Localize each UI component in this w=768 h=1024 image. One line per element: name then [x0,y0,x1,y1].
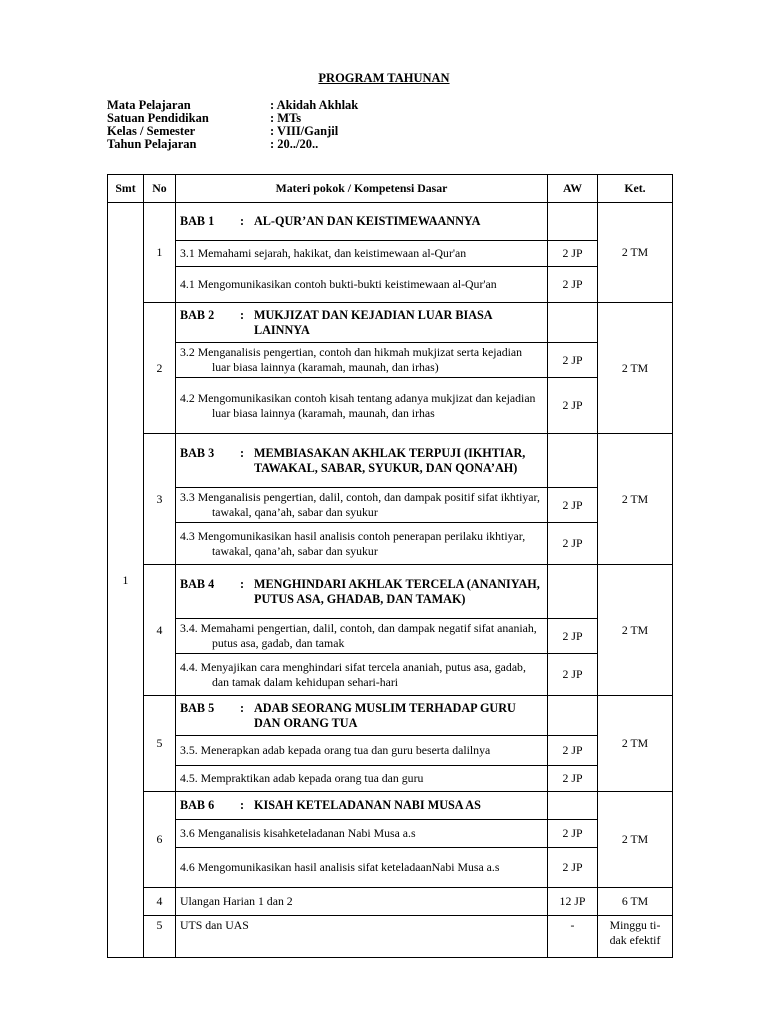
aw-cell: 2 JP [548,488,598,523]
aw-cell: 2 JP [548,523,598,565]
kd-text-span: 3.3 Menganalisis pengertian, dalil, contoh, dan dampak positif sifat ikhtiyar, tawakal, qana’ah, sabar dan syukur [180,490,540,519]
table-row [108,766,673,792]
table-row [108,343,673,378]
chapter-heading [176,303,548,343]
table-row [108,303,673,343]
ket-cell: 2 TM [598,434,673,565]
kd-text-span: 4.5. Mempraktikan adab kepada orang tua dan guru [180,771,424,785]
table-row [108,820,673,848]
kd-text-span: 4.6 Mengomunikasikan hasil analisis sifat keteladaanNabi Musa a.s [180,860,500,874]
aw-cell: - [548,916,598,958]
chapter-no: 1 [144,203,176,303]
bab-label: BAB 5 [180,700,215,715]
bab-label: BAB 6 [180,798,215,812]
table-row [108,267,673,303]
meta-label: Tahun Pelajaran [107,137,197,151]
bab-title: AL-QUR’AN DAN KEISTIMEWAANNYA [254,214,481,228]
kd-text [176,343,548,378]
chapter-heading [176,203,548,241]
table-row [108,565,673,619]
table-row [108,488,673,523]
aw-cell: 2 JP [548,241,598,267]
chapter-no: 5 [144,696,176,792]
document-meta [107,99,358,151]
table-row [108,241,673,267]
kd-text [176,736,548,766]
header-ket: Ket. [598,175,673,203]
meta-row-year [107,138,358,151]
bab-colon: : [240,700,245,715]
bab-label: BAB 2 [180,307,215,322]
chapter-heading [176,434,548,488]
header-no: No [144,175,176,203]
table-header-row [108,175,673,203]
meta-label: Mata Pelajaran [107,98,191,112]
kd-text [176,619,548,654]
kd-text-span: 3.2 Menganalisis pengertian, contoh dan hikmah mukjizat serta kejadian luar biasa lainnya (karamah, maunah, dan irhas) [180,345,523,374]
table-row [108,736,673,766]
kd-text-span: 3.1 Memahami sejarah, hakikat, dan keistimewaan al-Qur'an [180,246,467,260]
bab-title: MUKJIZAT DAN KEJADIAN LUAR BIASA LAINNYA [254,307,492,337]
kd-text [176,820,548,848]
bab-colon: : [240,307,245,322]
bab-title: ADAB SEORANG MUSLIM TERHADAP GURU DAN ORANG TUA [254,700,516,730]
kd-text-span: 4.3 Mengomunikasikan hasil analisis contoh penerapan perilaku ikhtiyar, tawakal, qana’ah, sabar dan syukur [180,528,526,558]
meta-value: : 20../20.. [270,137,319,151]
kd-text-span: 4.2 Mengomunikasikan contoh kisah tentang adanya mukjizat dan kejadian luar biasa lainnya (karamah, maunah, dan irhas [180,390,536,420]
ket-cell: 2 TM [598,203,673,303]
meta-value: : Akidah Akhlak [270,98,359,112]
aw-cell: 2 JP [548,820,598,848]
ket-cell: 2 TM [598,565,673,696]
aw-cell: 12 JP [548,888,598,916]
kd-text [176,848,548,888]
ket-cell: 2 TM [598,696,673,792]
kd-text-span: 3.4. Memahami pengertian, dalil, contoh, dan dampak negatif sifat ananiah, putus asa, gadab, dan tamak [180,621,537,650]
chapter-heading [176,792,548,820]
table-row [108,619,673,654]
meta-value: : VIII/Ganjil [270,124,339,138]
ket-cell: 2 TM [598,303,673,434]
kd-text [176,267,548,303]
bab-colon: : [240,576,245,591]
bab-title: MEMBIASAKAN AKHLAK TERPUJI (IKHTIAR, TAWAKAL, SABAR, SYUKUR, DAN QONA’AH) [254,445,526,475]
row-text: UTS dan UAS [176,916,548,958]
bab-label: BAB 1 [180,214,215,228]
bab-label: BAB 3 [180,445,215,460]
table-row [108,848,673,888]
table-row [108,696,673,736]
table-row [108,888,673,916]
kd-text [176,488,548,523]
kd-text-span: 4.1 Mengomunikasikan contoh bukti-bukti keistimewaan al-Qur'an [180,277,497,291]
table-row [108,203,673,241]
header-smt: Smt [108,175,144,203]
aw-blank [548,434,598,488]
aw-cell: 2 JP [548,619,598,654]
kd-text [176,766,548,792]
semester-cell: 1 [108,203,144,958]
chapter-no: 3 [144,434,176,565]
kd-text [176,523,548,565]
aw-cell: 2 JP [548,343,598,378]
kd-text-span: 4.4. Menyajikan cara menghindari sifat tercela ananiah, putus asa, gadab, dan tamak dalam kehidupan sehari-hari [180,659,526,689]
aw-blank [548,203,598,241]
ket-cell: 6 TM [598,888,673,916]
row-no: 5 [144,916,176,958]
chapter-no: 6 [144,792,176,888]
meta-label: Kelas / Semester [107,124,196,138]
row-no: 4 [144,888,176,916]
aw-blank [548,565,598,619]
bab-colon: : [240,798,245,812]
chapter-heading [176,696,548,736]
bab-title: KISAH KETELADANAN NABI MUSA AS [254,798,481,812]
aw-cell: 2 JP [548,378,598,434]
header-aw: AW [548,175,598,203]
aw-blank [548,696,598,736]
kd-text [176,378,548,434]
chapter-no: 4 [144,565,176,696]
kd-text-span: 3.6 Menganalisis kisahketeladanan Nabi Musa a.s [180,826,416,840]
kd-text [176,654,548,696]
aw-cell: 2 JP [548,766,598,792]
aw-blank [548,303,598,343]
chapter-heading [176,565,548,619]
row-text: Ulangan Harian 1 dan 2 [176,888,548,916]
table-row [108,523,673,565]
aw-cell: 2 JP [548,267,598,303]
bab-title: MENGHINDARI AKHLAK TERCELA (ANANIYAH, PUTUS ASA, GHADAB, DAN TAMAK) [254,576,540,606]
ket-cell: 2 TM [598,792,673,888]
kd-text-span: 3.5. Menerapkan adab kepada orang tua dan guru beserta dalilnya [180,743,491,757]
bab-colon: : [240,214,245,228]
kd-text [176,241,548,267]
document-title: PROGRAM TAHUNAN [318,71,450,85]
header-materi: Materi pokok / Kompetensi Dasar [176,175,548,203]
aw-blank [548,792,598,820]
aw-cell: 2 JP [548,736,598,766]
meta-label: Satuan Pendidikan [107,111,209,125]
meta-value: : MTs [270,111,302,125]
bab-label: BAB 4 [180,576,215,591]
table-row [108,916,673,958]
table-row [108,378,673,434]
bab-colon: : [240,445,245,460]
table-row [108,792,673,820]
table-row [108,434,673,488]
aw-cell: 2 JP [548,848,598,888]
ket-cell: Minggu ti-dak efektif [598,916,673,958]
program-table [107,174,673,958]
table-row [108,654,673,696]
aw-cell: 2 JP [548,654,598,696]
chapter-no: 2 [144,303,176,434]
